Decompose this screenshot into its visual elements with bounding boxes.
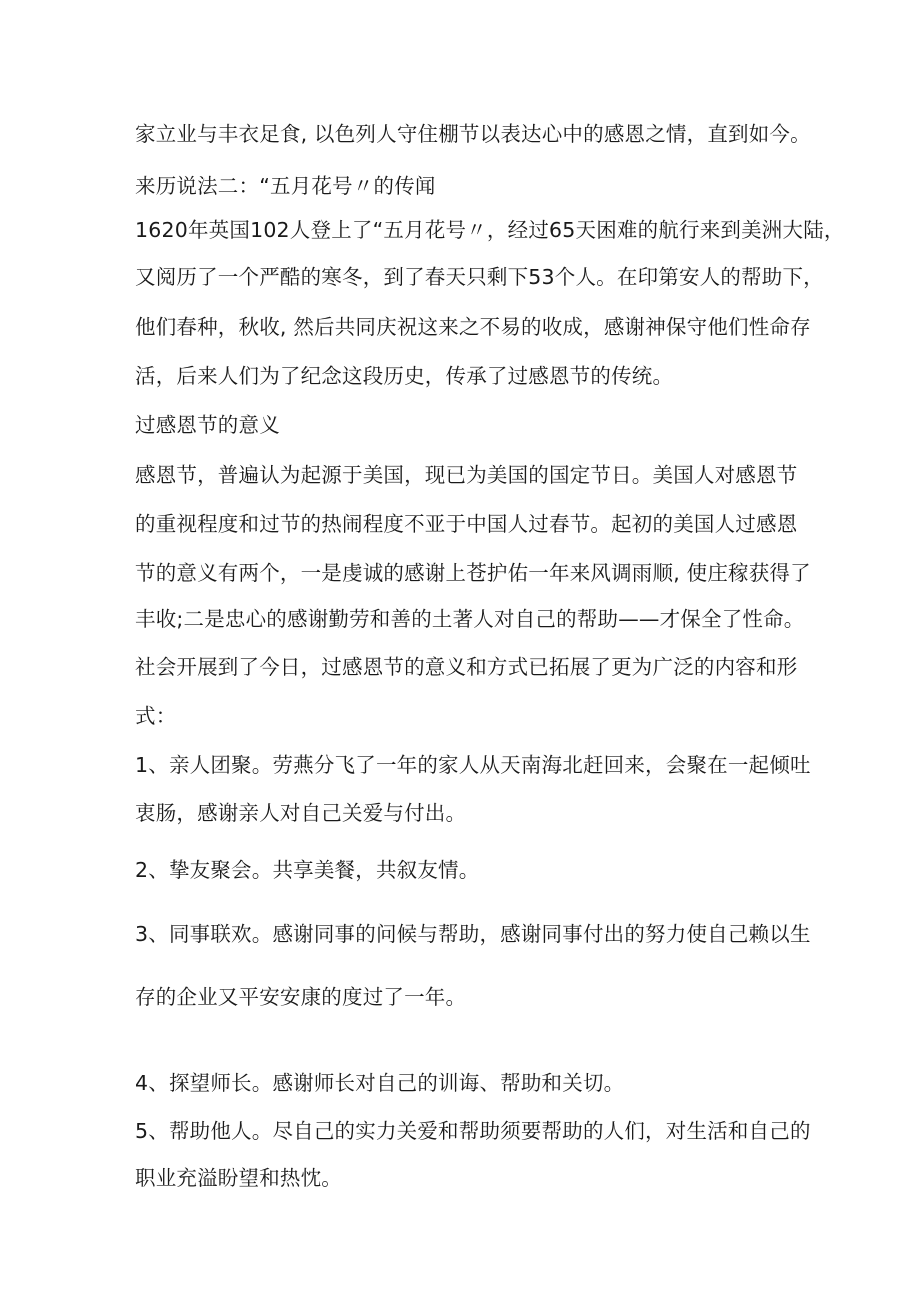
- list-item-continuation: 衷肠，感谢亲人对自己关爱与付出。: [135, 801, 467, 825]
- text-line: 社会开展到了今日，过感恩节的意义和方式已拓展了更为广泛的内容和形: [135, 655, 798, 679]
- list-item: 2、挚友聚会。共享美餐，共叙友情。: [135, 858, 480, 882]
- list-item: 4、探望师长。感谢师长对自己的训诲、帮助和关切。: [135, 1071, 625, 1095]
- list-item: 3、同事联欢。感谢同事的问候与帮助，感谢同事付出的努力使自己赖以生: [135, 922, 811, 946]
- list-item-continuation: 职业充溢盼望和热忱。: [135, 1166, 342, 1190]
- text-line: 他们春种，秋收, 然后共同庆祝这来之不易的收成，感谢神保守他们性命存: [135, 315, 811, 339]
- list-item: 1、亲人团聚。劳燕分飞了一年的家人从天南海北赶回来，会聚在一起倾吐: [135, 753, 811, 777]
- text-line: 家立业与丰衣足食, 以色列人守住棚节以表达心中的感恩之情，直到如今。: [135, 122, 811, 146]
- text-line: 活，后来人们为了纪念这段历史，传承了过感恩节的传统。: [135, 364, 674, 388]
- list-item-continuation: 存的企业又平安安康的度过了一年。: [135, 985, 467, 1009]
- section-heading: 过感恩节的意义: [135, 413, 280, 437]
- text-line: 来历说法二：“五月花号〃的传闻: [135, 174, 436, 198]
- text-line: 节的意义有两个，一是虔诚的感谢上苍护佑一年来风调雨顺, 使庄稼获得了: [135, 561, 811, 585]
- text-line: 又阅历了一个严酷的寒冬，到了春天只剩下53个人。在印第安人的帮助下，: [135, 265, 824, 289]
- text-line: 式：: [135, 704, 177, 728]
- text-line: 的重视程度和过节的热闹程度不亚于中国人过春节。起初的美国人过感恩: [135, 512, 798, 536]
- list-item: 5、帮助他人。尽自己的实力关爱和帮助须要帮助的人们，对生活和自己的: [135, 1119, 811, 1143]
- text-line: 1620年英国102人登上了“五月花号〃，经过65天困难的航行来到美洲大陆，: [135, 218, 845, 242]
- text-line: 感恩节，普遍认为起源于美国，现已为美国的国定节日。美国人对感恩节: [135, 463, 798, 487]
- text-line: 丰收;二是忠心的感谢勤劳和善的土著人对自己的帮助——才保全了性命。: [135, 607, 805, 631]
